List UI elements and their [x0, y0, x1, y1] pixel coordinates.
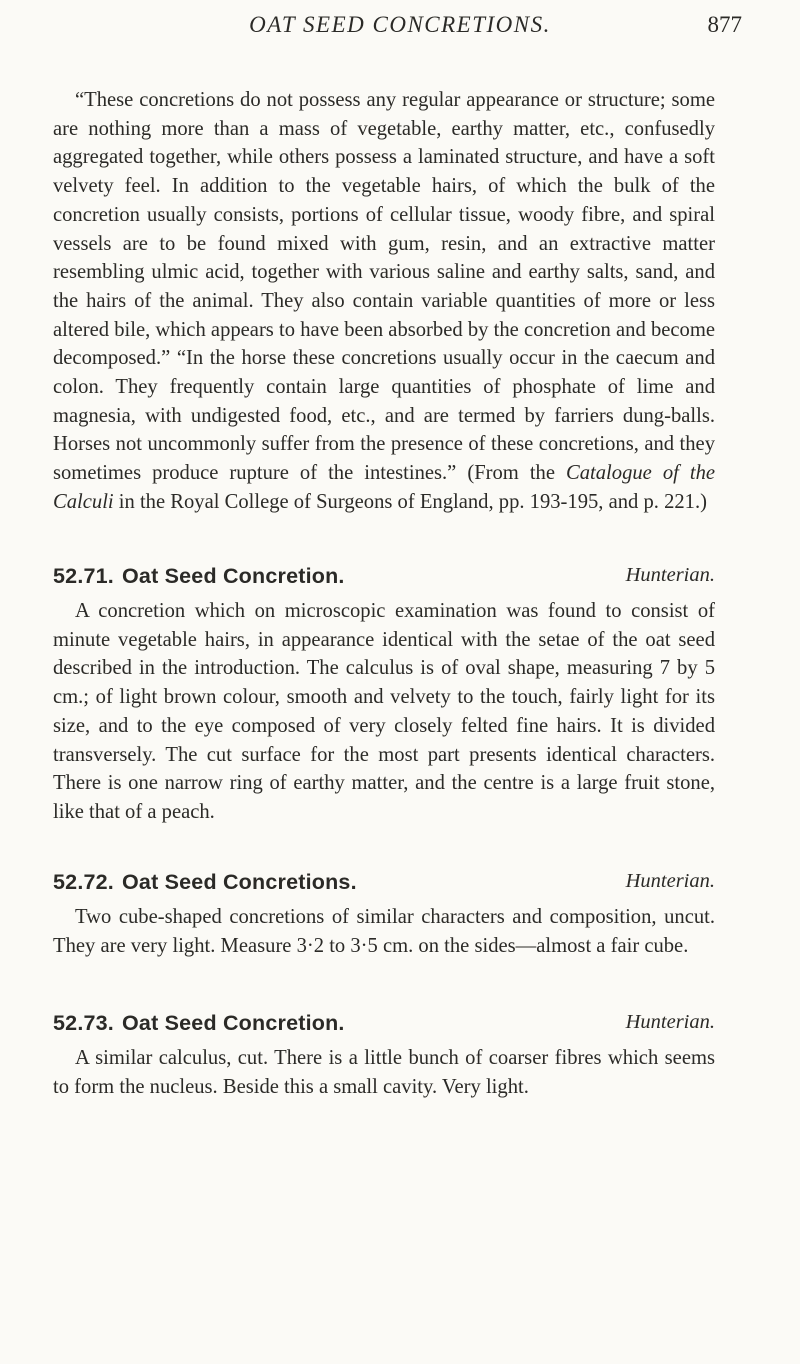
- entry-title-line: [53, 564, 345, 589]
- entry-number: 52.73.: [53, 1011, 114, 1035]
- entry-title: Oat Seed Concretion.: [121, 564, 345, 588]
- running-head: [0, 6, 800, 46]
- entry-source: Hunterian.: [625, 564, 715, 586]
- running-title: OAT SEED CONCRETIONS.: [249, 12, 551, 37]
- intro-paragraph: [53, 86, 715, 517]
- entry-heading-52-71: [53, 564, 715, 594]
- intro-text-2: in the Royal College of Surgeons of England, pp. 193-195, and p. 221.): [113, 490, 707, 513]
- intro-text-1: “These concretions do not possess any regular appearance or structure; some are nothing more than a mass of vegetable, earthy matter, etc., confusedly aggregated together, while others possess a laminated structure, and have a soft velvety feel. In addition to the vegetable hairs, of which the bulk of the concretion usually consists, portions of cellular tissue, woody fibre, and spiral vessels are to be found mixed with gum, resin, and an extractive matter resembling ulmic acid, together with various saline and earthy salts, sand, and the hairs of the animal. They also contain variable quantities of more or less altered bile, which appears to have been absorbed by the concretion and become decomposed.” “In the horse these concretions usually occur in the caecum and colon. They frequently contain large quantities of phosphate of lime and magnesia, with undigested food, etc., and are termed by farriers dung-balls. Horses not uncommonly suffer from the presence of these concretions, and they sometimes produce rupture of the intestines.” (From the: [53, 89, 715, 485]
- entry-source: Hunterian.: [625, 870, 715, 892]
- entry-description-52-73: A similar calculus, cut. There is a little bunch of coarser fibres which seems to form the nucleus. Beside this a small cavity. Very light.: [53, 1047, 715, 1098]
- entry-heading-52-72: [53, 870, 715, 900]
- page-number: 877: [707, 12, 742, 37]
- entry-number: 52.71.: [53, 564, 114, 588]
- catalogue-title: Catalogue of the Calculi: [53, 462, 716, 513]
- entry-title-line: [53, 870, 357, 895]
- entry-heading-52-73: [53, 1011, 715, 1041]
- entry-title-line: [53, 1011, 345, 1036]
- entry-source: Hunterian.: [625, 1011, 715, 1033]
- entry-description-52-71: A concretion which on microscopic examination was found to consist of minute vegetable hairs, in appearance identical with the setae of the oat seed described in the introduction. The calculus is of oval shape, measuring 7 by 5 cm.; of light brown colour, smooth and velvety to the touch, fairly light for its size, and to the eye composed of very closely felted fine hairs. It is divided transversely. The cut surface for the most part presents identical characters. There is one narrow ring of earthy matter, and the centre is a large fruit stone, like that of a peach.: [53, 600, 715, 823]
- entry-title: Oat Seed Concretions.: [121, 870, 357, 894]
- entry-title: Oat Seed Concretion.: [121, 1011, 345, 1035]
- entry-number: 52.72.: [53, 870, 114, 894]
- entry-description-52-72: Two cube-shaped concretions of similar characters and composition, uncut. They are very light. Measure 3·2 to 3·5 cm. on the sides—almost a fair cube.: [53, 906, 715, 957]
